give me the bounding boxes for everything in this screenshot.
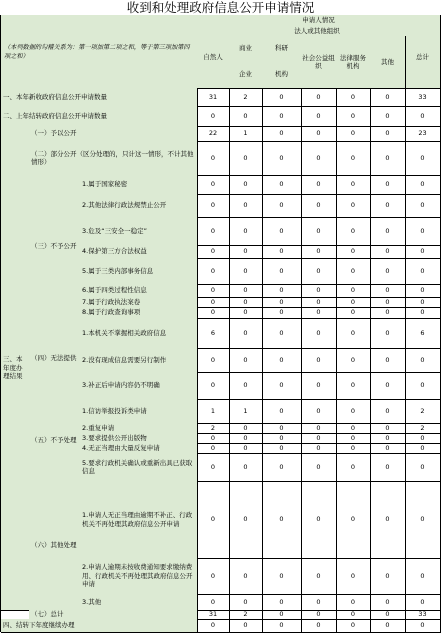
group-not-disclosed-item-7-value-6: 0 [405, 297, 441, 308]
group-not-processed-item-5-value-4: 0 [336, 453, 371, 482]
group-not-disclosed-label: （三）不予公开 [29, 175, 81, 319]
group-not-processed-item-2-value-4: 0 [336, 423, 371, 434]
group-cannot-provide-item-2-value-3: 0 [301, 348, 337, 373]
group-not-processed-item-1-value-6: 2 [405, 399, 441, 424]
row-label-new-requests: 一、本年新收政府信息公开申请数量 [1, 88, 198, 107]
row-total-value-5: 0 [370, 610, 406, 620]
group-not-processed-item-3-value-5: 0 [370, 433, 406, 444]
group-not-disclosed-item-3-value-4: 0 [336, 217, 371, 246]
group-not-disclosed-item-3-value-6: 0 [405, 217, 441, 246]
header-applicant: 申请人情况 [197, 15, 441, 27]
group-not-disclosed-item-1-value-4: 0 [336, 175, 371, 195]
group-other-processing-item-1-value-4: 0 [336, 481, 371, 559]
group-other-processing-item-2-value-6: 0 [405, 558, 441, 595]
row-carry-forward-value-2: 0 [262, 619, 302, 633]
row-disclosed-value-2: 0 [262, 126, 302, 142]
row-disclosed-value-5: 0 [370, 126, 406, 142]
group-not-disclosed-item-2-value-3: 0 [301, 194, 337, 218]
group-not-processed-item-4-value-1: 0 [229, 443, 263, 454]
group-other-processing-item-2-value-0: 0 [197, 558, 230, 595]
group-cannot-provide-item-3-value-6: 0 [405, 372, 441, 400]
group-cannot-provide-item-1-value-1: 0 [229, 318, 263, 349]
group-not-processed-item-4-value-4: 0 [336, 443, 371, 454]
group-other-processing-item-label-2: 2.申请人逾期未按收费通知要求缴纳费用、行政机关不再处理其政府信息公开申请 [80, 558, 198, 595]
group-not-processed-item-2-value-5: 0 [370, 423, 406, 434]
group-cannot-provide-item-label-3: 3.补正后申请内容仍不明确 [80, 372, 198, 400]
row-new-requests-value-5: 0 [370, 88, 406, 107]
row-partial-value-2: 0 [262, 141, 302, 176]
header-other: 其他 [370, 36, 406, 89]
group-not-disclosed-item-1-value-1: 0 [229, 175, 263, 195]
group-other-processing-item-2-value-4: 0 [336, 558, 371, 595]
row-partial-value-5: 0 [370, 141, 406, 176]
group-not-disclosed-item-6-value-5: 0 [370, 284, 406, 298]
group-other-processing-item-3-value-2: 0 [262, 594, 302, 611]
group-not-processed-item-4-value-5: 0 [370, 443, 406, 454]
group-not-disclosed-item-label-5: 5.属于三类内部事务信息 [80, 258, 198, 285]
group-other-processing-item-3-value-5: 0 [370, 594, 406, 611]
group-not-disclosed-item-2-value-5: 0 [370, 194, 406, 218]
group-cannot-provide-item-2-value-4: 0 [336, 348, 371, 373]
row-carry-forward-value-4: 0 [336, 619, 371, 633]
group-not-processed-label: （五）不予处理 [29, 399, 81, 482]
group-other-processing-item-2-value-3: 0 [301, 558, 337, 595]
group-not-disclosed-item-label-2: 2.其他法律行政法规禁止公开 [80, 194, 198, 218]
row-label-carry-forward: 四、结转下年度继续办理 [1, 619, 198, 633]
group-not-disclosed-item-8-value-6: 0 [405, 307, 441, 319]
group-cannot-provide-item-3-value-2: 0 [262, 372, 302, 400]
row-total-value-2: 0 [262, 610, 302, 620]
section-results-label: 三、本年度办理结果 [1, 126, 30, 611]
group-not-disclosed-item-1-value-6: 0 [405, 175, 441, 195]
group-not-processed-item-label-5: 5.要求行政机关确认或重新出具已获取信息 [80, 453, 198, 482]
group-not-disclosed-item-5-value-4: 0 [336, 258, 371, 285]
row-partial-value-0: 0 [197, 141, 230, 176]
group-not-disclosed-item-7-value-3: 0 [301, 297, 337, 308]
group-not-processed-item-2-value-1: 0 [229, 423, 263, 434]
header-legal-service: 法律服务机构 [336, 36, 371, 89]
group-cannot-provide-item-3-value-3: 0 [301, 372, 337, 400]
group-not-processed-item-1-value-3: 0 [301, 399, 337, 424]
group-not-disclosed-item-8-value-3: 0 [301, 307, 337, 319]
row-carried-over-value-2: 0 [262, 106, 302, 127]
group-not-disclosed-item-7-value-2: 0 [262, 297, 302, 308]
group-not-processed-item-3-value-4: 0 [336, 433, 371, 444]
group-other-processing-item-1-value-5: 0 [370, 481, 406, 559]
row-carry-forward-value-0: 0 [197, 619, 230, 633]
group-not-disclosed-item-5-value-5: 0 [370, 258, 406, 285]
group-not-processed-item-4-value-2: 0 [262, 443, 302, 454]
row-label-total: （七）总计 [29, 610, 198, 620]
header-total: 总计 [405, 26, 441, 89]
group-cannot-provide-item-3-value-4: 0 [336, 372, 371, 400]
group-cannot-provide-item-1-value-2: 0 [262, 318, 302, 349]
row-total-value-1: 2 [229, 610, 263, 620]
group-not-disclosed-item-3-value-1: 0 [229, 217, 263, 246]
group-cannot-provide-item-1-value-0: 6 [197, 318, 230, 349]
group-not-disclosed-item-4-value-1: 0 [229, 245, 263, 259]
group-not-disclosed-item-4-value-0: 0 [197, 245, 230, 259]
header-welfare-org: 社会公益组织 [301, 36, 337, 89]
group-not-disclosed-item-8-value-2: 0 [262, 307, 302, 319]
group-not-disclosed-item-2-value-6: 0 [405, 194, 441, 218]
group-not-disclosed-item-3-value-2: 0 [262, 217, 302, 246]
row-partial-value-3: 0 [301, 141, 337, 176]
row-new-requests-value-2: 0 [262, 88, 302, 107]
row-disclosed-value-3: 0 [301, 126, 337, 142]
group-cannot-provide-item-1-value-3: 0 [301, 318, 337, 349]
group-not-disclosed-item-6-value-1: 0 [229, 284, 263, 298]
group-other-processing-item-3-value-3: 0 [301, 594, 337, 611]
group-other-processing-item-1-value-0: 0 [197, 481, 230, 559]
group-cannot-provide-item-2-value-0: 0 [197, 348, 230, 373]
group-not-disclosed-item-label-3: 3.危及“三安全一稳定” [80, 217, 198, 246]
group-other-processing-item-2-value-2: 0 [262, 558, 302, 595]
group-not-disclosed-item-2-value-1: 0 [229, 194, 263, 218]
group-other-processing-item-3-value-6: 0 [405, 594, 441, 611]
row-partial-value-6: 0 [405, 141, 441, 176]
group-not-disclosed-item-8-value-1: 0 [229, 307, 263, 319]
row-new-requests-value-3: 0 [301, 88, 337, 107]
row-new-requests-value-1: 2 [229, 88, 263, 107]
group-not-disclosed-item-label-4: 4.保护第三方合法权益 [80, 245, 198, 259]
group-not-disclosed-item-7-value-4: 0 [336, 297, 371, 308]
group-cannot-provide-item-1-value-6: 6 [405, 318, 441, 349]
group-not-processed-item-2-value-2: 0 [262, 423, 302, 434]
group-other-processing-label: （六）其他处理 [29, 481, 81, 611]
group-cannot-provide-item-1-value-4: 0 [336, 318, 371, 349]
group-cannot-provide-item-3-value-1: 0 [229, 372, 263, 400]
group-other-processing-item-3-value-1: 0 [229, 594, 263, 611]
header-research-top: 科研 [262, 36, 302, 62]
group-cannot-provide-item-label-1: 1.本机关不掌握相关政府信息 [80, 318, 198, 349]
header-note: （本列数据的勾稽关系为：第一项加第二项之和，等于第三项加第四项之和） [1, 15, 198, 89]
group-not-disclosed-item-3-value-3: 0 [301, 217, 337, 246]
group-not-disclosed-item-2-value-4: 0 [336, 194, 371, 218]
group-not-processed-item-label-3: 3.要求提供公开出版物 [80, 433, 198, 444]
group-not-disclosed-item-6-value-4: 0 [336, 284, 371, 298]
group-not-disclosed-item-5-value-2: 0 [262, 258, 302, 285]
group-other-processing-item-1-value-3: 0 [301, 481, 337, 559]
group-not-disclosed-item-3-value-0: 0 [197, 217, 230, 246]
group-other-processing-item-label-3: 3.其他 [80, 594, 198, 611]
group-not-disclosed-item-7-value-1: 0 [229, 297, 263, 308]
row-new-requests-value-0: 31 [197, 88, 230, 107]
row-carried-over-value-1: 0 [229, 106, 263, 127]
group-cannot-provide-item-label-2: 2.没有现成信息需要另行制作 [80, 348, 198, 373]
group-not-processed-item-4-value-6: 0 [405, 443, 441, 454]
row-label-disclosed: （一）予以公开 [29, 126, 198, 142]
group-other-processing-item-1-value-1: 0 [229, 481, 263, 559]
group-not-disclosed-item-6-value-6: 0 [405, 284, 441, 298]
header-commercial-bottom: 企业 [229, 61, 263, 89]
group-not-processed-item-4-value-3: 0 [301, 443, 337, 454]
row-carried-over-value-5: 0 [370, 106, 406, 127]
row-disclosed-value-6: 23 [405, 126, 441, 142]
group-not-disclosed-item-4-value-2: 0 [262, 245, 302, 259]
row-new-requests-value-4: 0 [336, 88, 371, 107]
group-not-disclosed-item-1-value-3: 0 [301, 175, 337, 195]
group-not-disclosed-item-5-value-3: 0 [301, 258, 337, 285]
group-not-processed-item-1-value-2: 0 [262, 399, 302, 424]
group-cannot-provide-item-2-value-2: 0 [262, 348, 302, 373]
row-total-value-4: 0 [336, 610, 371, 620]
header-commercial-top: 商业 [229, 36, 263, 62]
group-not-disclosed-item-4-value-4: 0 [336, 245, 371, 259]
group-not-processed-item-label-1: 1.信访举报投诉类申请 [80, 399, 198, 424]
group-not-disclosed-item-5-value-6: 0 [405, 258, 441, 285]
group-not-disclosed-item-6-value-2: 0 [262, 284, 302, 298]
group-not-disclosed-item-6-value-0: 0 [197, 284, 230, 298]
group-not-disclosed-item-label-7: 7.属于行政执法案卷 [80, 297, 198, 308]
header-legal-org: 法人或其他组织 [229, 26, 406, 37]
header-natural-person: 自然人 [197, 26, 230, 89]
group-cannot-provide-item-2-value-1: 0 [229, 348, 263, 373]
group-not-processed-item-3-value-3: 0 [301, 433, 337, 444]
row-disclosed-value-1: 1 [229, 126, 263, 142]
group-other-processing-item-3-value-4: 0 [336, 594, 371, 611]
group-not-processed-item-1-value-5: 0 [370, 399, 406, 424]
row-carried-over-value-4: 0 [336, 106, 371, 127]
group-not-processed-item-1-value-4: 0 [336, 399, 371, 424]
group-not-disclosed-item-6-value-3: 0 [301, 284, 337, 298]
group-other-processing-item-1-value-2: 0 [262, 481, 302, 559]
row-carried-over-value-6: 0 [405, 106, 441, 127]
group-not-disclosed-item-1-value-0: 0 [197, 175, 230, 195]
row-total-value-3: 0 [301, 610, 337, 620]
group-not-disclosed-item-label-1: 1.属于国家秘密 [80, 175, 198, 195]
header-research-bottom: 机构 [262, 61, 302, 89]
page-title: 收到和处理政府信息公开申请情况 [126, 0, 315, 15]
group-not-disclosed-item-7-value-0: 0 [197, 297, 230, 308]
group-cannot-provide-item-3-value-5: 0 [370, 372, 406, 400]
group-not-processed-item-5-value-2: 0 [262, 453, 302, 482]
group-not-disclosed-item-3-value-5: 0 [370, 217, 406, 246]
row-carried-over-value-3: 0 [301, 106, 337, 127]
group-not-disclosed-item-5-value-0: 0 [197, 258, 230, 285]
group-not-disclosed-item-4-value-6: 0 [405, 245, 441, 259]
group-not-disclosed-item-2-value-2: 0 [262, 194, 302, 218]
group-not-processed-item-5-value-0: 0 [197, 453, 230, 482]
group-not-processed-item-3-value-2: 0 [262, 433, 302, 444]
row-label-partial: （二）部分公开（区分处理的，只计这一情形，不计其他情形） [29, 141, 198, 176]
row-partial-value-1: 0 [229, 141, 263, 176]
group-not-disclosed-item-1-value-5: 0 [370, 175, 406, 195]
group-not-processed-item-3-value-6: 0 [405, 433, 441, 444]
group-not-processed-item-5-value-6: 0 [405, 453, 441, 482]
group-other-processing-item-1-value-6: 0 [405, 481, 441, 559]
row-carry-forward-value-5: 0 [370, 619, 406, 633]
group-other-processing-item-3-value-0: 0 [197, 594, 230, 611]
row-disclosed-value-4: 0 [336, 126, 371, 142]
group-other-processing-item-label-1: 1.申请人无正当理由逾期不补正、行政机关不再处理其政府信息公开申请 [80, 481, 198, 559]
group-cannot-provide-item-1-value-5: 0 [370, 318, 406, 349]
group-cannot-provide-item-2-value-6: 0 [405, 348, 441, 373]
row-total-value-0: 31 [197, 610, 230, 620]
group-not-processed-item-2-value-3: 0 [301, 423, 337, 434]
group-other-processing-item-2-value-5: 0 [370, 558, 406, 595]
group-not-disclosed-item-4-value-5: 0 [370, 245, 406, 259]
group-not-disclosed-item-8-value-5: 0 [370, 307, 406, 319]
group-not-processed-item-3-value-1: 0 [229, 433, 263, 444]
group-not-processed-item-5-value-1: 0 [229, 453, 263, 482]
row-label-carried-over: 二、上年结转政府信息公开申请数量 [1, 106, 198, 127]
group-not-processed-item-5-value-5: 0 [370, 453, 406, 482]
group-not-processed-item-2-value-6: 2 [405, 423, 441, 434]
row-partial-value-4: 0 [336, 141, 371, 176]
group-not-disclosed-item-1-value-2: 0 [262, 175, 302, 195]
row-carry-forward-value-3: 0 [301, 619, 337, 633]
group-not-disclosed-item-8-value-4: 0 [336, 307, 371, 319]
group-cannot-provide-item-3-value-0: 0 [197, 372, 230, 400]
row-total-value-6: 33 [405, 610, 441, 620]
group-not-disclosed-item-7-value-5: 0 [370, 297, 406, 308]
row-disclosed-value-0: 22 [197, 126, 230, 142]
group-not-disclosed-item-4-value-3: 0 [301, 245, 337, 259]
group-not-disclosed-item-8-value-0: 0 [197, 307, 230, 319]
group-not-disclosed-item-2-value-0: 0 [197, 194, 230, 218]
group-not-processed-item-2-value-0: 2 [197, 423, 230, 434]
row-carry-forward-value-1: 0 [229, 619, 263, 633]
group-cannot-provide-label: （四）无法提供 [29, 318, 81, 400]
group-not-processed-item-4-value-0: 0 [197, 443, 230, 454]
group-not-disclosed-item-label-6: 6.属于四类过程性信息 [80, 284, 198, 298]
group-not-processed-item-1-value-0: 1 [197, 399, 230, 424]
group-not-processed-item-1-value-1: 1 [229, 399, 263, 424]
group-not-processed-item-3-value-0: 0 [197, 433, 230, 444]
group-cannot-provide-item-2-value-5: 0 [370, 348, 406, 373]
group-not-disclosed-item-5-value-1: 0 [229, 258, 263, 285]
group-not-processed-item-label-2: 2.重复申请 [80, 423, 198, 434]
row-carried-over-value-0: 0 [197, 106, 230, 127]
group-not-processed-item-5-value-3: 0 [301, 453, 337, 482]
row-carry-forward-value-6: 0 [405, 619, 441, 633]
group-other-processing-item-2-value-1: 0 [229, 558, 263, 595]
row-new-requests-value-6: 33 [405, 88, 441, 107]
group-not-processed-item-label-4: 4.无正当理由大量反复申请 [80, 443, 198, 454]
group-not-disclosed-item-label-8: 8.属于行政查询事项 [80, 307, 198, 319]
